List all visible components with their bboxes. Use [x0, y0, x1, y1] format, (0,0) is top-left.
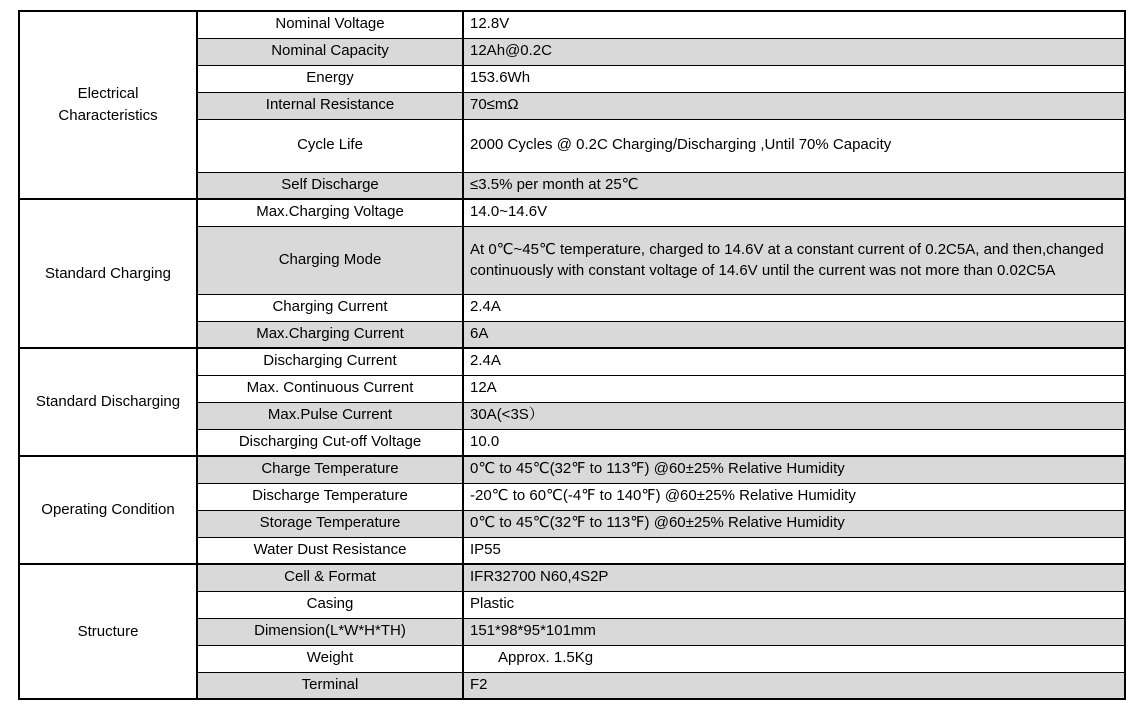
param-cell: Charging Mode [197, 226, 463, 294]
param-cell: Storage Temperature [197, 510, 463, 537]
param-cell: Nominal Capacity [197, 38, 463, 65]
param-cell: Nominal Voltage [197, 11, 463, 38]
param-cell: Cell & Format [197, 564, 463, 591]
value-cell: 0℃ to 45℃(32℉ to 113℉) @60±25% Relative Humidity [463, 456, 1125, 483]
spec-row [19, 11, 1125, 38]
value-cell: -20℃ to 60℃(-4℉ to 140℉) @60±25% Relative Humidity [463, 483, 1125, 510]
param-cell: Charge Temperature [197, 456, 463, 483]
spec-row [19, 456, 1125, 483]
spec-row [19, 348, 1125, 375]
param-cell: Water Dust Resistance [197, 537, 463, 564]
category-cell-operating-condition: Operating Condition [19, 456, 197, 564]
value-cell: 2.4A [463, 294, 1125, 321]
param-cell: Max. Continuous Current [197, 375, 463, 402]
param-cell: Max.Charging Voltage [197, 199, 463, 226]
category-cell-standard-discharging: Standard Discharging [19, 348, 197, 456]
param-cell: Casing [197, 591, 463, 618]
value-cell: 12A [463, 375, 1125, 402]
param-cell: Max.Charging Current [197, 321, 463, 348]
category-cell-electrical-characteristics: Electrical Characteristics [19, 11, 197, 199]
param-cell: Energy [197, 65, 463, 92]
value-cell: IFR32700 N60,4S2P [463, 564, 1125, 591]
value-cell: At 0℃~45℃ temperature, charged to 14.6V at a constant current of 0.2C5A, and then,changed continuously with constant voltage of 14.6V until the current was not more than 0.02C5A [463, 226, 1125, 294]
category-cell-standard-charging: Standard Charging [19, 199, 197, 348]
value-cell: F2 [463, 672, 1125, 699]
value-cell: ≤3.5% per month at 25℃ [463, 172, 1125, 199]
value-cell: 30A(<3S） [463, 402, 1125, 429]
value-cell: Plastic [463, 591, 1125, 618]
category-cell-structure: Structure [19, 564, 197, 699]
value-cell: 10.0 [463, 429, 1125, 456]
spec-row [19, 199, 1125, 226]
value-cell: 2000 Cycles @ 0.2C Charging/Discharging ,Until 70% Capacity [463, 119, 1125, 172]
param-cell: Internal Resistance [197, 92, 463, 119]
param-cell: Discharge Temperature [197, 483, 463, 510]
value-cell: 14.0~14.6V [463, 199, 1125, 226]
param-cell: Cycle Life [197, 119, 463, 172]
param-cell: Weight [197, 645, 463, 672]
value-cell: 70≤mΩ [463, 92, 1125, 119]
value-cell: 2.4A [463, 348, 1125, 375]
spec-row [19, 564, 1125, 591]
value-cell: 0℃ to 45℃(32℉ to 113℉) @60±25% Relative Humidity [463, 510, 1125, 537]
value-cell: IP55 [463, 537, 1125, 564]
param-cell: Charging Current [197, 294, 463, 321]
param-cell: Discharging Cut-off Voltage [197, 429, 463, 456]
value-cell: 153.6Wh [463, 65, 1125, 92]
param-cell: Dimension(L*W*H*TH) [197, 618, 463, 645]
param-cell: Self Discharge [197, 172, 463, 199]
value-cell: 12Ah@0.2C [463, 38, 1125, 65]
param-cell: Terminal [197, 672, 463, 699]
param-cell: Max.Pulse Current [197, 402, 463, 429]
value-cell: Approx. 1.5Kg [463, 645, 1125, 672]
value-cell: 151*98*95*101mm [463, 618, 1125, 645]
value-cell: 12.8V [463, 11, 1125, 38]
value-cell: 6A [463, 321, 1125, 348]
battery-spec-table [18, 10, 1126, 700]
param-cell: Discharging Current [197, 348, 463, 375]
